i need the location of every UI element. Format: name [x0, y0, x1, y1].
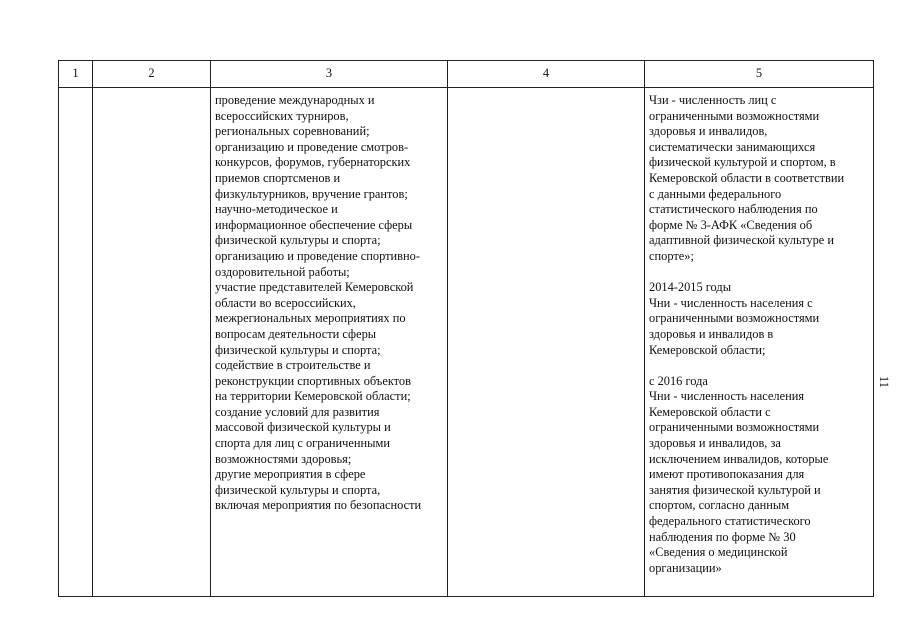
text-line: физической культуры и спорта;: [215, 342, 381, 357]
text-line: ограниченными возможностями: [649, 311, 820, 326]
text-line: научно-методическое и: [215, 202, 338, 217]
text-line: наблюдения по форме № 30: [649, 529, 796, 544]
text-line: области во всероссийских,: [215, 295, 356, 310]
text-line: спортом, согласно данным: [649, 498, 790, 513]
table-row: [59, 88, 874, 597]
text-line: физической культуры и спорта,: [215, 482, 381, 497]
text-line: возможностями здоровья;: [215, 451, 352, 466]
text-line: с 2016 года: [649, 373, 708, 388]
text-line: «Сведения о медицинской: [649, 545, 788, 560]
column-header-4: 4: [448, 61, 645, 88]
text-line: спорта для лиц с ограниченными: [215, 436, 390, 451]
table-header-row: [59, 61, 874, 88]
indicator-definitions-text: [645, 88, 873, 578]
text-line: другие мероприятия в сфере: [215, 467, 366, 482]
text-line: конкурсов, форумов, губернаторских: [215, 155, 411, 170]
text-line: Чзи - численность лиц с: [649, 93, 777, 107]
cell-col5-indicator-definitions: [645, 88, 874, 597]
text-line: физической культуры и спорта;: [215, 233, 381, 248]
text-line: создание условий для развития: [215, 404, 380, 419]
text-line: систематически занимающихся: [649, 139, 816, 154]
text-line: Чни - численность населения с: [649, 295, 813, 310]
text-line: региональных соревнований;: [215, 124, 370, 139]
text-line: организации»: [649, 560, 722, 575]
text-line: оздоровительной работы;: [215, 264, 350, 279]
cell-col3-activities: [211, 88, 448, 597]
text-line: физической культурой и спортом, в: [649, 155, 836, 170]
text-line: здоровья и инвалидов в: [649, 326, 774, 341]
text-line: приемов спортсменов и: [215, 170, 341, 185]
text-line: Кемеровской области;: [649, 342, 766, 357]
text-line: физкультурников, вручение грантов;: [215, 186, 408, 201]
text-line: Кемеровской области с: [649, 404, 771, 419]
text-line: имеют противопоказания для: [649, 467, 805, 482]
text-line: на территории Кемеровской области;: [215, 389, 411, 404]
text-line: [649, 265, 871, 281]
text-line: адаптивной физической культуре и: [649, 233, 834, 248]
cell-col1: [59, 88, 93, 597]
page-number: 11: [877, 376, 891, 388]
cell-col2: [93, 88, 211, 597]
text-line: форме № 3-АФК «Сведения об: [649, 217, 813, 232]
text-line: вопросам деятельности сферы: [215, 326, 377, 341]
column-header-2: 2: [93, 61, 211, 88]
text-line: всероссийских турниров,: [215, 108, 349, 123]
text-line: организацию и проведение спортивно-: [215, 248, 420, 263]
text-line: ограниченными возможностями: [649, 420, 820, 435]
column-header-5: 5: [645, 61, 874, 88]
text-line: реконструкции спортивных объектов: [215, 373, 411, 388]
text-line: Кемеровской области в соответствии: [649, 170, 845, 185]
text-line: содействие в строительстве и: [215, 358, 371, 373]
cell-col4: [448, 88, 645, 597]
text-line: ограниченными возможностями: [649, 108, 820, 123]
text-line: организацию и проведение смотров-: [215, 139, 409, 154]
text-line: здоровья и инвалидов, за: [649, 436, 781, 451]
text-line: спорте»;: [649, 248, 694, 263]
text-line: массовой физической культуры и: [215, 420, 391, 435]
text-line: с данными федерального: [649, 186, 782, 201]
text-line: федерального статистического: [649, 514, 811, 529]
text-line: информационное обеспечение сферы: [215, 217, 413, 232]
text-line: исключением инвалидов, которые: [649, 451, 829, 466]
text-line: [649, 358, 871, 374]
text-line: включая мероприятия по безопасности: [215, 498, 422, 513]
text-line: межрегиональных мероприятиях по: [215, 311, 406, 326]
text-line: участие представителей Кемеровской: [215, 280, 414, 295]
text-line: 2014-2015 годы: [649, 280, 732, 295]
text-line: Чни - численность населения: [649, 389, 805, 404]
text-line: здоровья и инвалидов,: [649, 124, 768, 139]
activities-text: [211, 88, 447, 516]
text-line: статистического наблюдения по: [649, 202, 818, 217]
column-header-3: 3: [211, 61, 448, 88]
data-table: [58, 60, 874, 597]
text-line: занятия физической культурой и: [649, 482, 821, 497]
text-line: проведение международных и: [215, 93, 375, 107]
column-header-1: 1: [59, 61, 93, 88]
